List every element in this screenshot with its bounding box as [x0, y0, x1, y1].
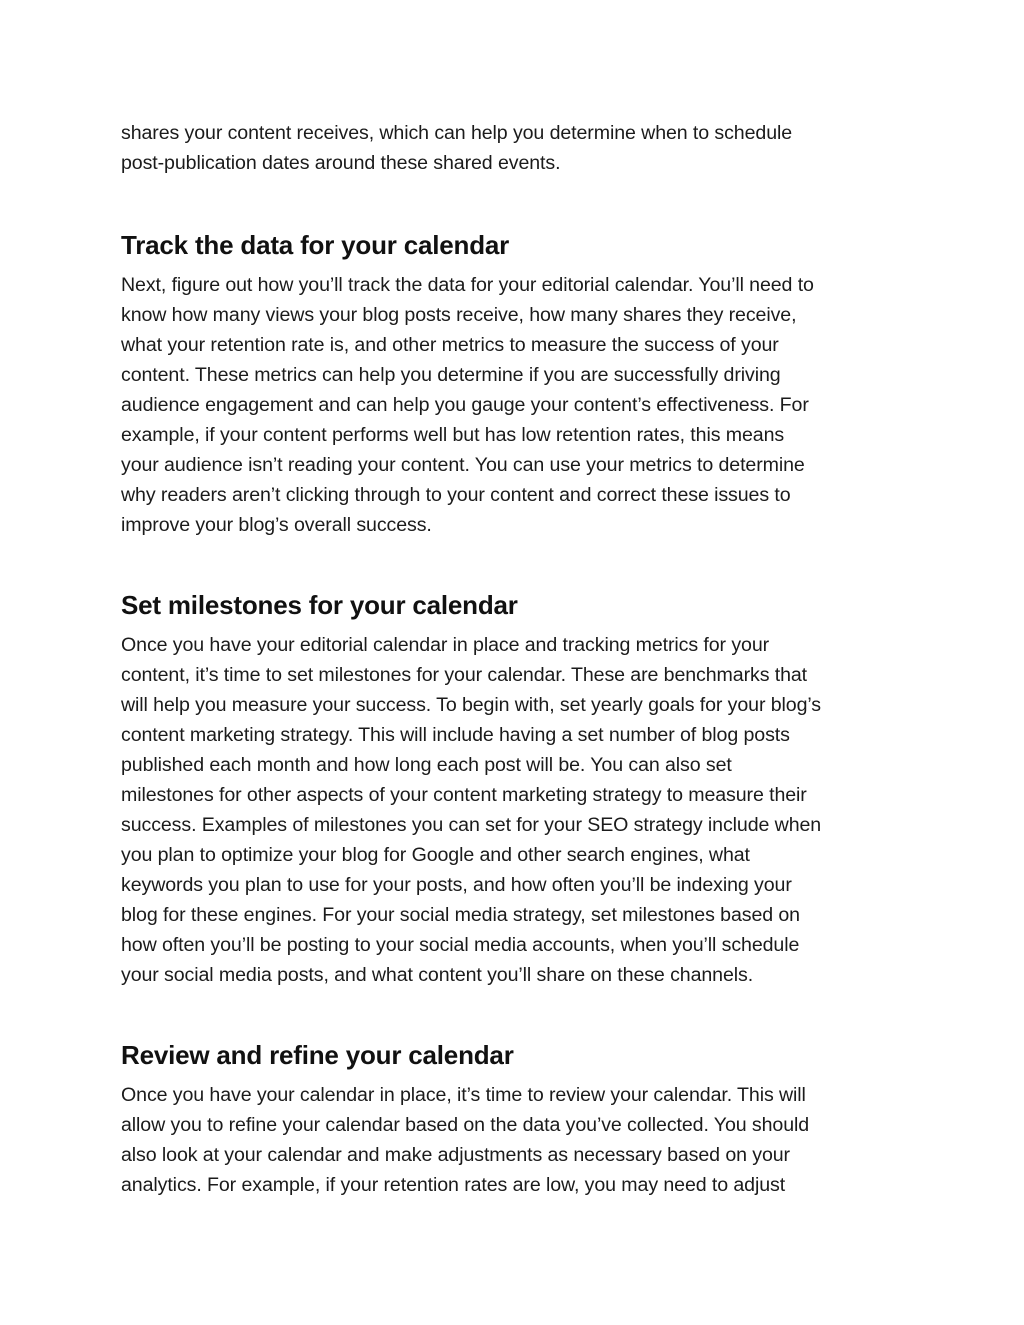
text-line: Next, figure out how you’ll track the data for your editorial calendar. You’ll need to: [121, 274, 814, 296]
text-line: allow you to refine your calendar based on the data you’ve collected. You should: [121, 1114, 810, 1136]
text-line: blog for these engines. For your social media strategy, set milestones based on: [121, 904, 800, 926]
section-heading-set-milestones: Set milestones for your calendar: [121, 590, 518, 620]
document-page: [121, 118, 911, 1200]
text-line: improve your blog’s overall success.: [121, 514, 432, 536]
section-paragraph-set-milestones: [121, 630, 911, 990]
section-paragraph-track-data: [121, 270, 911, 540]
text-line: Once you have your calendar in place, it’s time to review your calendar. This will: [121, 1084, 806, 1106]
text-line: content marketing strategy. This will include having a set number of blog posts: [121, 724, 790, 746]
text-line: published each month and how long each post will be. You can also set: [121, 754, 732, 776]
text-line: why readers aren’t clicking through to your content and correct these issues to: [121, 484, 791, 506]
section-paragraph-review-refine: [121, 1080, 911, 1200]
text-line: will help you measure your success. To begin with, set yearly goals for your blog’s: [121, 694, 821, 716]
text-line: keywords you plan to use for your posts, and how often you’ll be indexing your: [121, 874, 792, 896]
text-line: analytics. For example, if your retention rates are low, you may need to adjust: [121, 1174, 786, 1196]
text-line: what your retention rate is, and other metrics to measure the success of your: [121, 334, 779, 356]
text-line: audience engagement and can help you gauge your content’s effectiveness. For: [121, 394, 809, 416]
text-line: your audience isn’t reading your content. You can use your metrics to determine: [121, 454, 805, 476]
text-line: content. These metrics can help you determine if you are successfully driving: [121, 364, 781, 386]
text-line: you plan to optimize your blog for Google and other search engines, what: [121, 844, 750, 866]
section-heading-review-refine: Review and refine your calendar: [121, 1040, 514, 1070]
text-line: success. Examples of milestones you can set for your SEO strategy include when: [121, 814, 822, 836]
text-line: how often you’ll be posting to your social media accounts, when you’ll schedule: [121, 934, 800, 956]
text-line: content, it’s time to set milestones for your calendar. These are benchmarks that: [121, 664, 808, 686]
text-line: shares your content receives, which can help you determine when to schedule: [121, 122, 793, 144]
text-line: example, if your content performs well but has low retention rates, this means: [121, 424, 785, 446]
text-line: also look at your calendar and make adjustments as necessary based on your: [121, 1144, 790, 1166]
section-heading-track-data: Track the data for your calendar: [121, 230, 510, 260]
intro-paragraph: [121, 118, 911, 178]
text-line: milestones for other aspects of your content marketing strategy to measure their: [121, 784, 807, 806]
text-line: Once you have your editorial calendar in place and tracking metrics for your: [121, 634, 770, 656]
text-line: your social media posts, and what content you’ll share on these channels.: [121, 964, 754, 986]
text-line: post-publication dates around these shared events.: [121, 152, 561, 174]
text-line: know how many views your blog posts receive, how many shares they receive,: [121, 304, 797, 326]
